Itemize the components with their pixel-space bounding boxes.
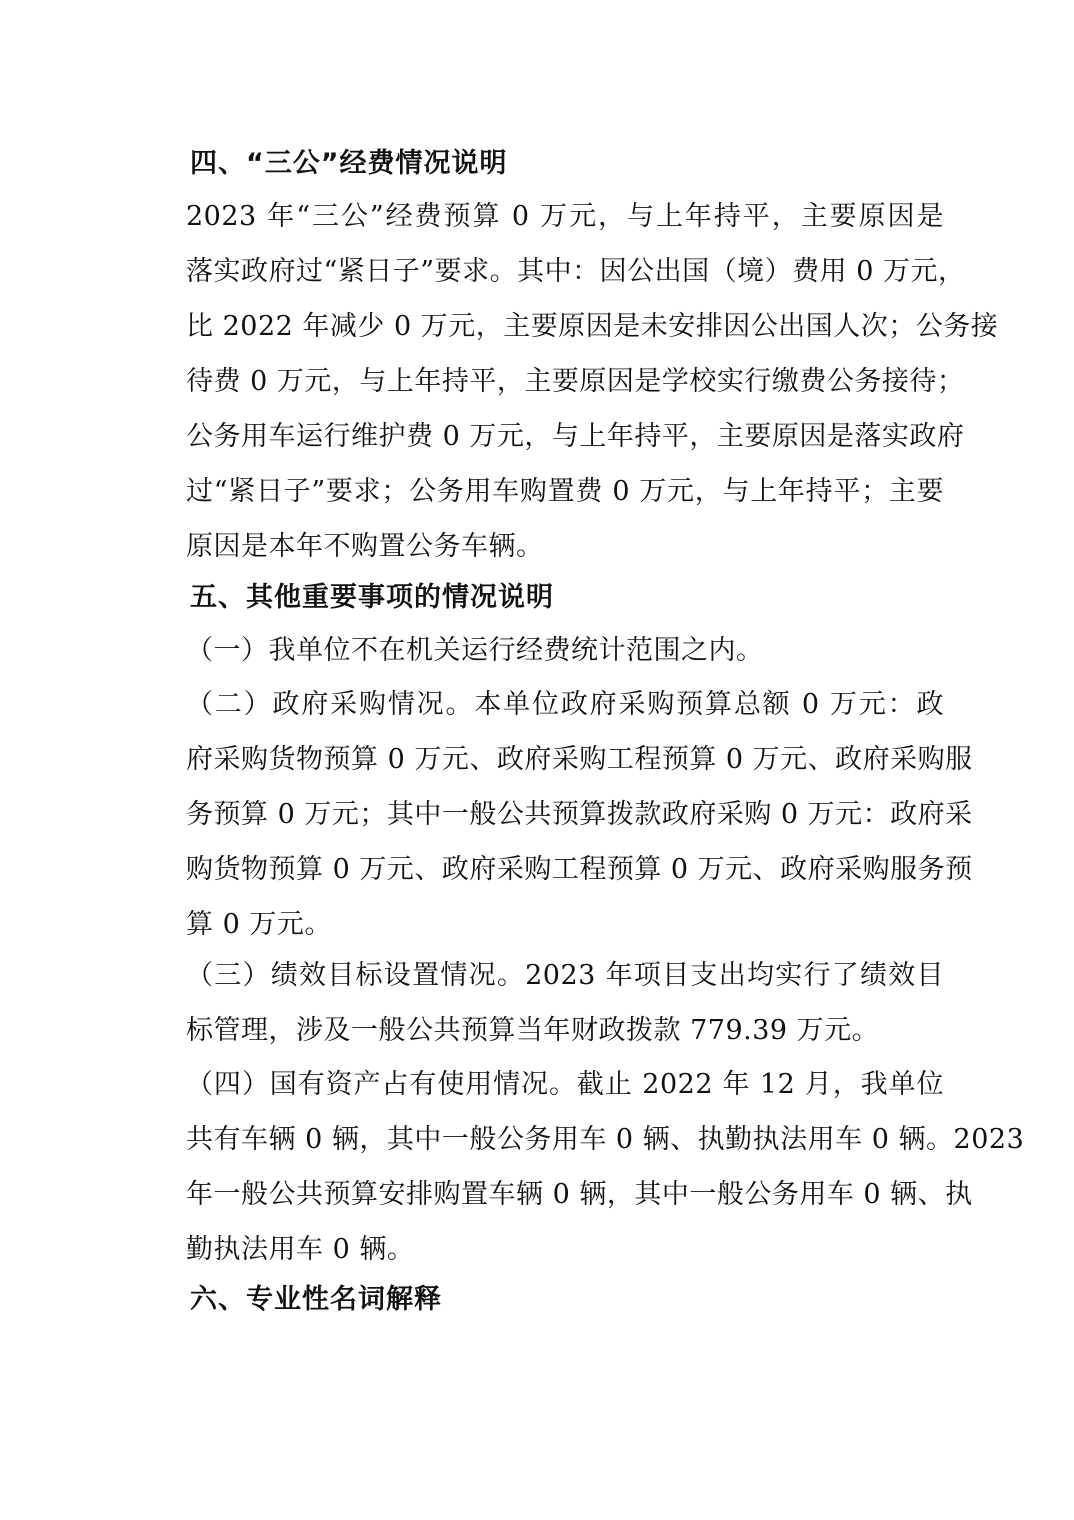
paragraph-item-two: [132, 677, 973, 952]
text-line: 落实政府过“紧日子”要求。其中：因公出国（境）费用 0 万元，: [186, 256, 966, 287]
paragraph-item-one: [132, 623, 944, 678]
text-line: （二）政府采购情况。本单位政府采购预算总额 0 万元：政: [186, 689, 944, 720]
text-line: 共有车辆 0 辆，其中一般公务用车 0 辆、执勤执法用车 0 辆。2023: [186, 1124, 1025, 1155]
text-line: 务预算 0 万元；其中一般公共预算拨款政府采购 0 万元：政府采: [186, 799, 973, 830]
text-line: 比 2022 年减少 0 万元，主要原因是未安排因公出国人次；公务接: [186, 311, 999, 342]
paragraph-san-gong: [132, 189, 999, 574]
text-line: （三）绩效目标设置情况。2023 年项目支出均实行了绩效目: [186, 960, 944, 991]
paragraph-item-three: [132, 948, 944, 1058]
text-line: 公务用车运行维护费 0 万元，与上年持平，主要原因是落实政府: [186, 421, 965, 452]
text-line: 府采购货物预算 0 万元、政府采购工程预算 0 万元、政府采购服: [186, 744, 973, 775]
text-line: 勤执法用车 0 辆。: [186, 1234, 415, 1265]
text-line: 原因是本年不购置公务车辆。: [186, 531, 544, 562]
text-line: 2023 年“三公”经费预算 0 万元，与上年持平，主要原因是: [186, 201, 944, 232]
text-line: 算 0 万元。: [186, 909, 332, 940]
text-line: 待费 0 万元，与上年持平，主要原因是学校实行缴费公务接待；: [186, 366, 965, 397]
text-line: （一）我单位不在机关运行经费统计范围之内。: [186, 635, 764, 666]
text-line: 购货物预算 0 万元、政府采购工程预算 0 万元、政府采购服务预: [186, 854, 973, 885]
text-line: 年一般公共预算安排购置车辆 0 辆，其中一般公务用车 0 辆、执: [186, 1179, 973, 1210]
section-heading-six: 六、专业性名词解释: [190, 1284, 442, 1315]
text-line: 标管理，涉及一般公共预算当年财政拨款 779.39 万元。: [186, 1015, 880, 1046]
paragraph-item-four: [132, 1057, 1025, 1277]
section-heading-four: 四、“三公”经费情况说明: [190, 148, 508, 179]
text-line: （四）国有资产占有使用情况。截止 2022 年 12 月，我单位: [186, 1069, 944, 1100]
section-heading-five: 五、其他重要事项的情况说明: [190, 582, 554, 613]
text-line: 过“紧日子”要求；公务用车购置费 0 万元，与上年持平；主要: [186, 476, 944, 507]
